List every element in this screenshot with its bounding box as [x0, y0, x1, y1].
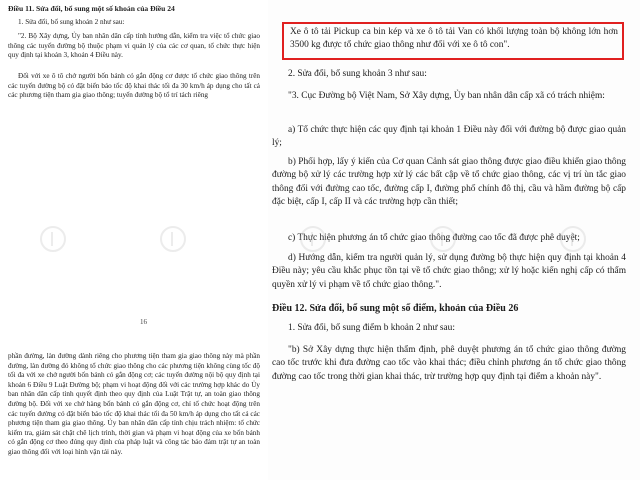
right-item1b: 1. Sửa đổi, bổ sung điểm b khoản 2 như sau: [288, 323, 455, 333]
right-item2: 2. Sửa đổi, bổ sung khoản 3 như sau: [288, 69, 427, 79]
left-item1: 1. Sửa đổi, bổ sung khoản 2 như sau: [18, 18, 125, 26]
right-pa: a) Tổ chức thực hiện các quy định tại khoản 1 Điều này đối với đường bộ được giao quản lý; [272, 125, 626, 149]
right-pb2: "b) Sở Xây dựng thực hiện thẩm định, phê duyệt phương án tổ chức giao thông đường cao tốc trước khi đưa đường cao tốc vào khai thác; điều chỉnh phương án tổ chức giao thông đường cao tốc trong thời gian khai thác, trừ trường hợp quy định tại điểm a khoản này". [272, 345, 626, 382]
right-pc: c) Thực hiện phương án tổ chức giao thông đường cao tốc đã được phê duyệt; [288, 233, 580, 243]
watermark-logo-icon [430, 226, 456, 252]
left-para2: Đối với xe ô tô chở người bốn bánh có gắn động cơ được tổ chức giao thông trên các tuyến đường bộ có đặt biển báo tốc độ khai thác tối đa 30 km/h áp dụng cho tất cả các phương tiện tham gia giao thông; tuyến đường bộ tổ trí tách riêng [8, 72, 260, 100]
highlight-box [282, 22, 624, 60]
article12-title: Điều 12. Sửa đổi, bổ sung một số điểm, khoản của Điều 26 [272, 303, 519, 314]
watermark-logo-icon [560, 226, 586, 252]
watermark-logo-icon [300, 226, 326, 252]
left-para1: "2. Bộ Xây dựng, Ủy ban nhân dân cấp tỉnh hướng dẫn, kiểm tra việc tổ chức giao thông các tuyến đường bộ thuộc phạm vi quản lý của các cơ quan, tổ chức thực hiện quy định tại khoản 3, khoản 4 Điều này. [8, 32, 260, 60]
right-pd: d) Hướng dẫn, kiểm tra người quản lý, sử dụng đường bộ thực hiện quy định tại khoản 4 Điều này; yêu cầu khắc phục tồn tại về tổ chức giao thông; xử lý hoặc kiến nghị cấp có thẩm quyền xử lý vi phạm về tổ chức giao thông.". [272, 253, 626, 290]
right-para3: "3. Cục Đường bộ Việt Nam, Sở Xây dựng, Ủy ban nhân dân cấp xã có trách nhiệm: [288, 91, 605, 101]
article11-title: Điều 11. Sửa đổi, bổ sung một số khoản của Điều 24 [8, 4, 175, 13]
highlight-text: Xe ô tô tải Pickup ca bin kép và xe ô tô tải Van có khối lượng toàn bộ không lớn hơn 3500 kg được tổ chức giao thông như đối với xe ô tô con". [290, 27, 618, 51]
page-number: 16 [140, 318, 147, 326]
right-pb: b) Phối hợp, lấy ý kiến của Cơ quan Cảnh sát giao thông được giao điều khiển giao thông đường bộ xử lý các trường hợp xử lý các bất cập về tổ chức giao thông, các vị trí ùn tắc giao thông đối với đường cao tốc, đường cấp I, đường phố chính đô thị, cầu và hầm đường bộ cấp đặc biệt, cấp I, cấp II và các trường hợp cần thiết; [272, 157, 626, 208]
watermark-logo-icon [160, 226, 186, 252]
left-para3: phần đường, làn đường dành riêng cho phương tiện tham gia giao thông này mà phần đường, làn đường đó không tổ chức giao thông cho các phương tiện không cùng tốc độ tối đa với xe chở người bốn bánh có gắn động cơ; các tuyến đường nội bộ quy định tại khoản 6 Điều 9 Luật Đường bộ; phạm vi hoạt động đối với các trường hợp khác do Ủy ban nhân dân cấp tỉnh quyết định theo quy định của Luật Trật tự, an toàn giao thông đường bộ. Đối với xe chở hàng bốn bánh có gắn động cơ, chỉ tổ chức hoạt động trên các tuyến đường có đặt biển báo tốc độ khai thác tối đa 50 km/h áp dụng cho tất cả các phương tiện tham gia giao thông. Ủy ban nhân dân cấp tỉnh chịu trách nhiệm: tổ chức kiểm tra, giám sát chặt chẽ lịch trình, thời gian và phạm vi hoạt động của xe bốn bánh có gắn động cơ theo đúng quy định của pháp luật và công tác bảo đảm trật tự an toàn giao thông đối với loại hình vận tải này. [8, 352, 260, 456]
watermark-logo-icon [40, 226, 66, 252]
